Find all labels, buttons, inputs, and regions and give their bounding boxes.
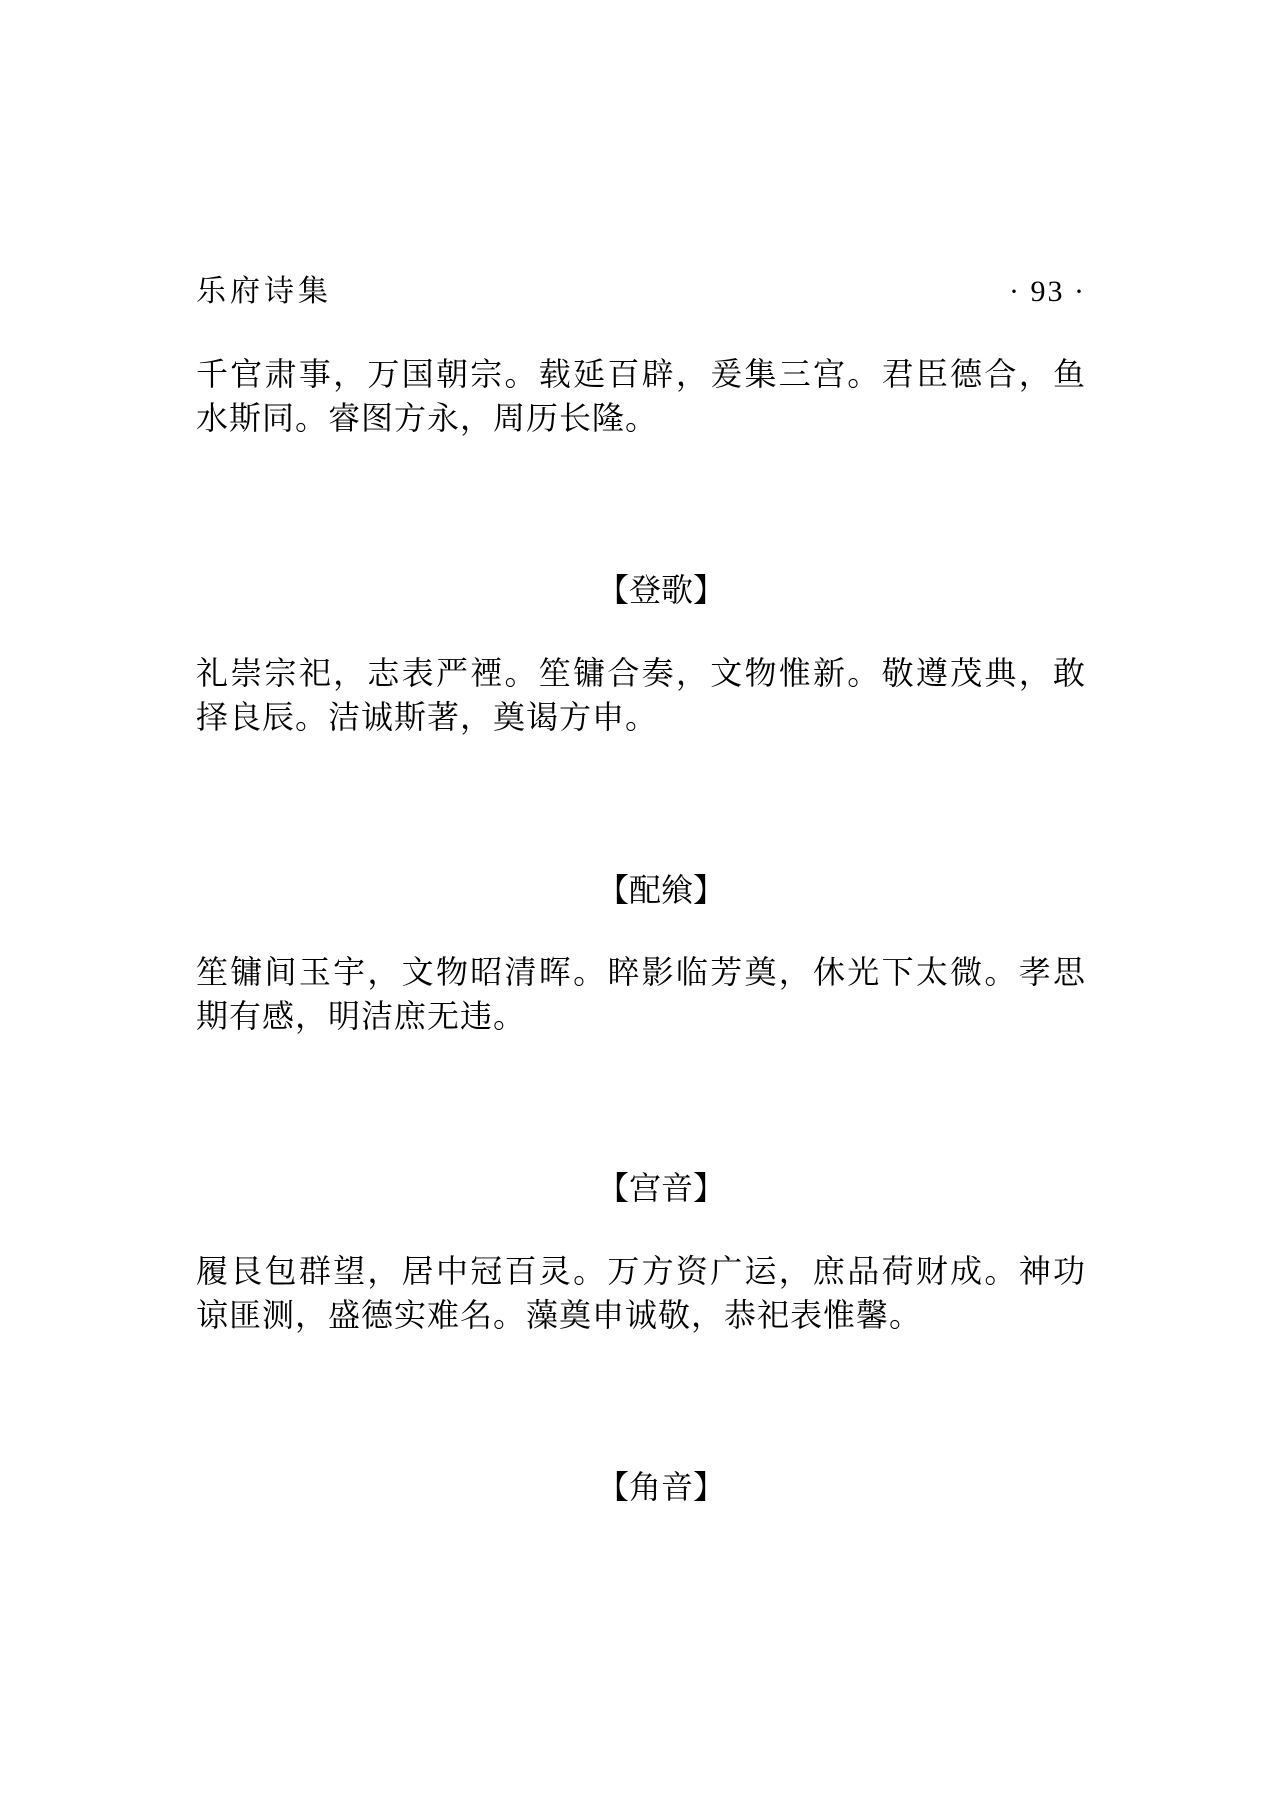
page-header — [196, 272, 1086, 312]
paragraph-3: 笙镛间玉宇，文物昭清晖。睟影临芳奠，休光下太微。孝思期有感，明洁庶无违。 — [196, 953, 1086, 1035]
section-heading-dengge: 【登歌】 — [596, 571, 725, 609]
section-heading-gongyin: 【宫音】 — [596, 1169, 725, 1207]
book-title: 乐府诗集 — [196, 274, 332, 309]
paragraph-4: 履艮包群望，居中冠百灵。万方资广运，庶品荷财成。神功谅匪测，盛德实难名。藻奠申诚敬，恭祀表惟馨。 — [196, 1252, 1086, 1334]
paragraph-2: 礼崇宗祀，志表严禋。笙镛合奏，文物惟新。敬遵茂典，敢择良辰。洁诚斯著，奠谒方申。 — [196, 654, 1086, 736]
section-heading-jueyin: 【角音】 — [596, 1468, 725, 1506]
paragraph-1: 千官肃事，万国朝宗。载延百辟，爰集三宫。君臣德合，鱼水斯同。睿图方永，周历长隆。 — [196, 355, 1086, 437]
section-heading-peixiang: 【配飨】 — [596, 871, 725, 909]
page-number: · 93 · — [1009, 275, 1086, 308]
